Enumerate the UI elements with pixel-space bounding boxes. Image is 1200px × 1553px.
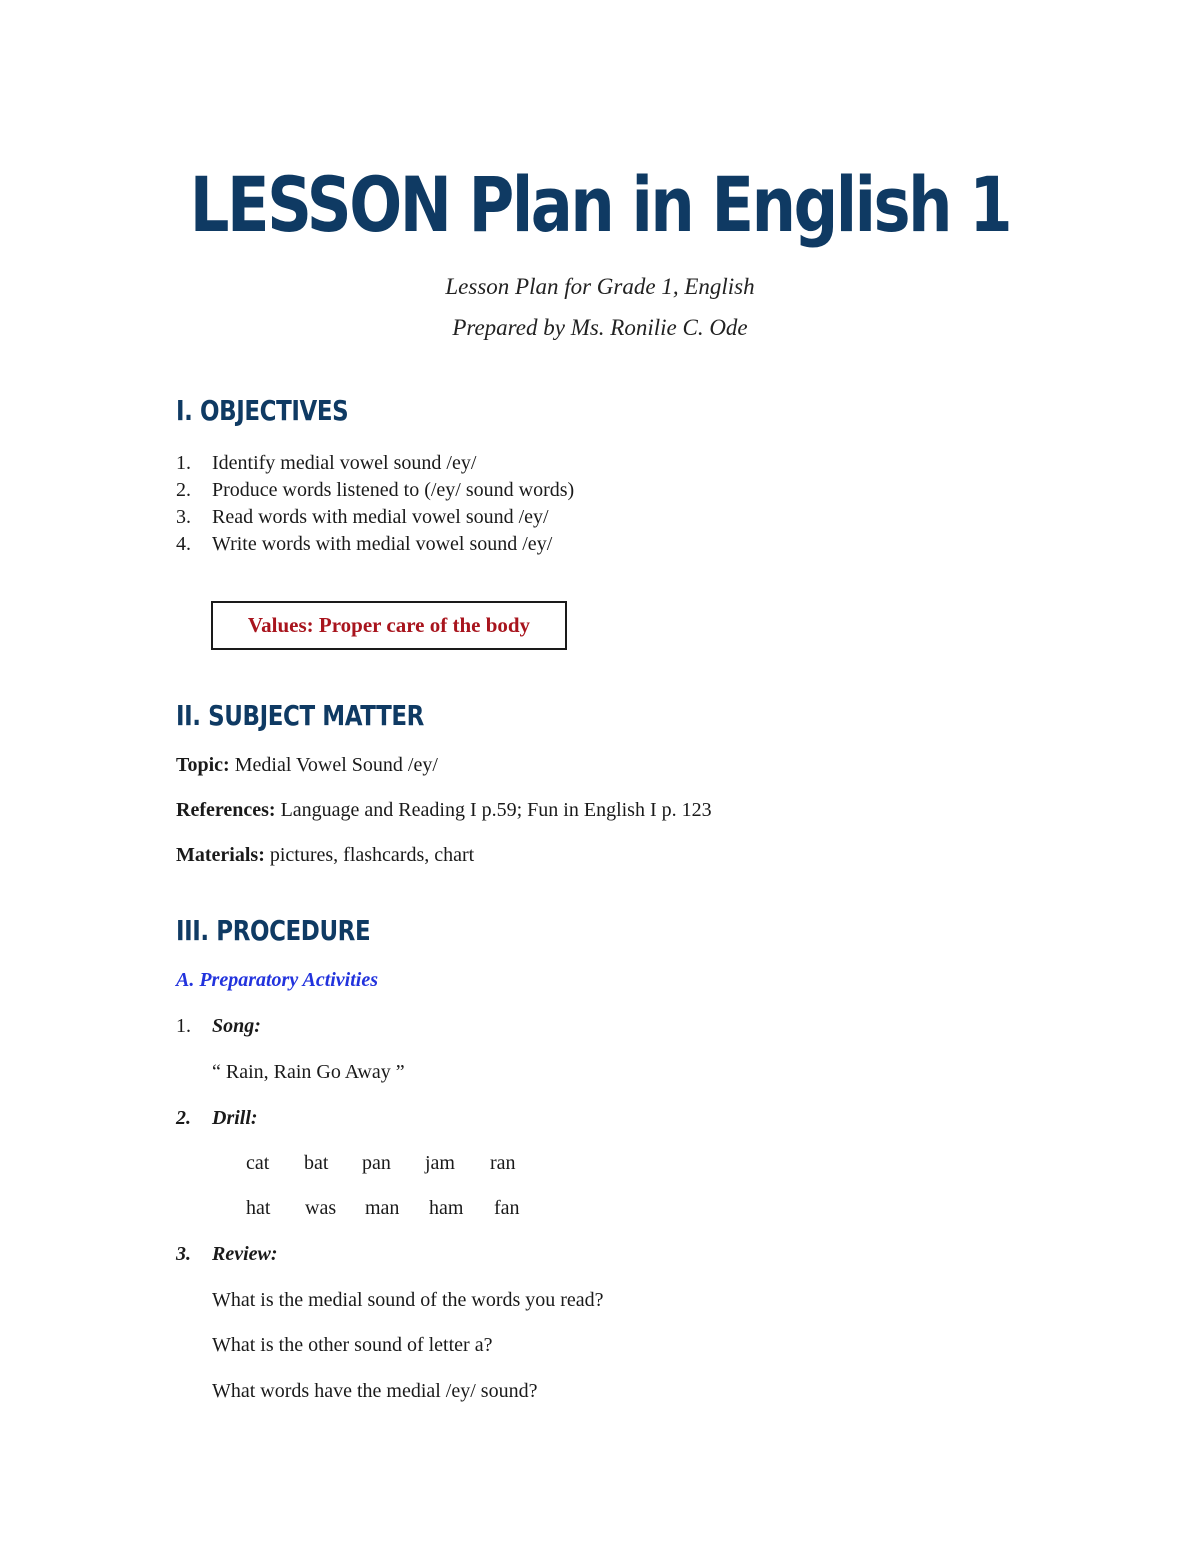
drill-word: bat xyxy=(304,1152,329,1174)
drill-word: cat xyxy=(246,1152,270,1174)
subtitle-grade: Lesson Plan for Grade 1, English xyxy=(445,274,755,299)
values-box xyxy=(211,601,567,650)
drill-word: ran xyxy=(490,1152,516,1174)
review-label: Review: xyxy=(212,1243,278,1265)
subject-matter-heading: II. SUBJECT MATTER xyxy=(176,699,424,732)
review-question: What is the medial sound of the words you read? xyxy=(212,1289,604,1311)
song-title: “ Rain, Rain Go Away ” xyxy=(212,1061,405,1083)
review-question: What is the other sound of letter a? xyxy=(212,1334,493,1356)
objective-number: 3. xyxy=(176,506,191,528)
objective-item: Read words with medial vowel sound /ey/ xyxy=(212,506,549,528)
drill-word: man xyxy=(365,1197,400,1219)
drill-word: fan xyxy=(494,1197,520,1219)
values-text: Values: Proper care of the body xyxy=(247,613,531,637)
review-question: What words have the medial /ey/ sound? xyxy=(212,1380,538,1402)
song-label: Song: xyxy=(212,1015,261,1037)
references-line xyxy=(176,799,712,822)
materials-line xyxy=(176,844,474,867)
topic-label: Topic: xyxy=(176,754,230,776)
drill-label: Drill: xyxy=(212,1107,258,1129)
review-number: 3. xyxy=(176,1243,191,1265)
objective-number: 1. xyxy=(176,452,191,474)
drill-word: hat xyxy=(246,1197,271,1219)
topic-value: Medial Vowel Sound /ey/ xyxy=(229,754,438,776)
drill-word: ham xyxy=(429,1197,464,1219)
objective-number: 2. xyxy=(176,479,191,501)
objective-number: 4. xyxy=(176,533,191,555)
procedure-heading: III. PROCEDURE xyxy=(176,914,371,947)
section-a-heading: A. Preparatory Activities xyxy=(176,969,379,991)
subtitle-author: Prepared by Ms. Ronilie C. Ode xyxy=(452,315,748,340)
document-title: LESSON Plan in English 1 xyxy=(189,160,1011,249)
drill-word: was xyxy=(305,1197,337,1219)
references-value: Language and Reading I p.59; Fun in English I p. 123 xyxy=(275,799,712,821)
references-label: References: xyxy=(176,799,276,821)
objectives-heading: I. OBJECTIVES xyxy=(176,394,349,427)
objective-item: Write words with medial vowel sound /ey/ xyxy=(212,533,553,555)
drill-word: pan xyxy=(362,1152,391,1174)
materials-label: Materials: xyxy=(176,844,265,866)
objective-item: Produce words listened to (/ey/ sound words) xyxy=(212,479,575,501)
materials-value: pictures, flashcards, chart xyxy=(264,844,475,866)
topic-line xyxy=(176,754,438,777)
song-number: 1. xyxy=(176,1015,191,1037)
objective-item: Identify medial vowel sound /ey/ xyxy=(212,452,477,474)
drill-word: jam xyxy=(425,1152,455,1174)
drill-number: 2. xyxy=(176,1107,191,1129)
